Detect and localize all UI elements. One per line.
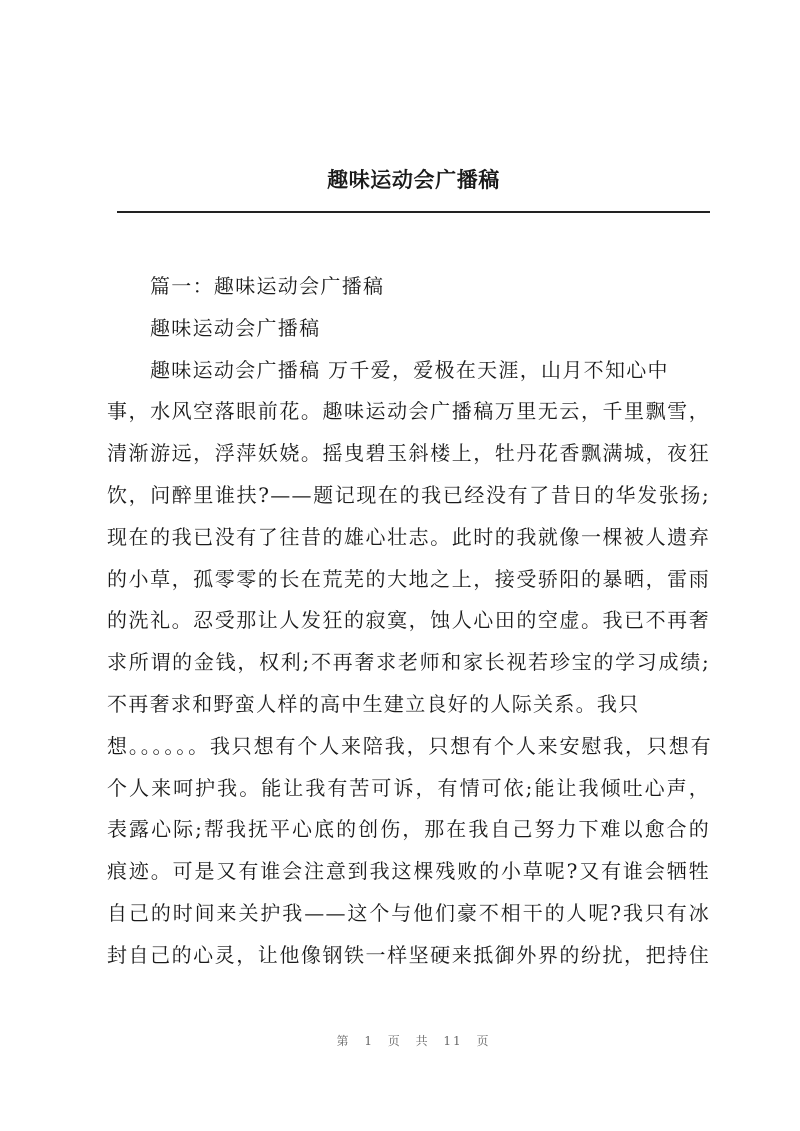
document-body xyxy=(107,266,710,977)
text-line: 求所谓的金钱，权利;不再奢求老师和家长视若珍宝的学习成绩; xyxy=(107,650,710,675)
text-line: 的小草，孤零零的长在荒芜的大地之上，接受骄阳的暴晒，雷雨 xyxy=(107,566,710,591)
text-line: 表露心际;帮我抚平心底的创伤，那在我自己努力下难以愈合的 xyxy=(107,817,710,842)
text-line: 个人来呵护我。能让我有苦可诉，有情可依;能让我倾吐心声， xyxy=(107,775,710,800)
text-line: 饮，问醉里谁扶?——题记现在的我已经没有了昔日的华发张扬; xyxy=(107,482,710,507)
text-line: 想。。。。。。我只想有个人来陪我，只想有个人来安慰我，只想有 xyxy=(107,733,710,758)
text-line: 痕迹。可是又有谁会注意到我这棵残败的小草呢?又有谁会牺牲 xyxy=(107,859,710,884)
section-heading: 篇一：趣味运动会广播稿 xyxy=(150,274,385,298)
text-line: 事，水风空落眼前花。趣味运动会广播稿万里无云，千里飘雪， xyxy=(107,399,710,424)
page-number-footer: 第 1 页 共 11 页 xyxy=(336,1034,491,1048)
text-line: 封自己的心灵，让他像钢铁一样坚硬来抵御外界的纷扰，把持住 xyxy=(107,942,710,967)
sub-heading: 趣味运动会广播稿 xyxy=(150,315,321,340)
text-line: 现在的我已没有了往昔的雄心壮志。此时的我就像一棵被人遗弃 xyxy=(107,524,710,549)
title-divider xyxy=(117,211,710,213)
text-line: 清渐游远，浮萍妖娆。摇曳碧玉斜楼上，牡丹花香飘满城，夜狂 xyxy=(107,441,710,466)
text-line: 的洗礼。忍受那让人发狂的寂寞，蚀人心田的空虚。我已不再奢 xyxy=(107,608,710,633)
page-title: 趣味运动会广播稿 xyxy=(327,167,500,192)
text-line: 不再奢求和野蛮人样的高中生建立良好的人际关系。我只 xyxy=(107,691,640,716)
text-line: 自己的时间来关护我——这个与他们豪不相干的人呢?我只有冰 xyxy=(107,900,710,925)
text-line: 趣味运动会广播稿 万千爱，爱极在天涯，山月不知心中 xyxy=(150,357,669,382)
